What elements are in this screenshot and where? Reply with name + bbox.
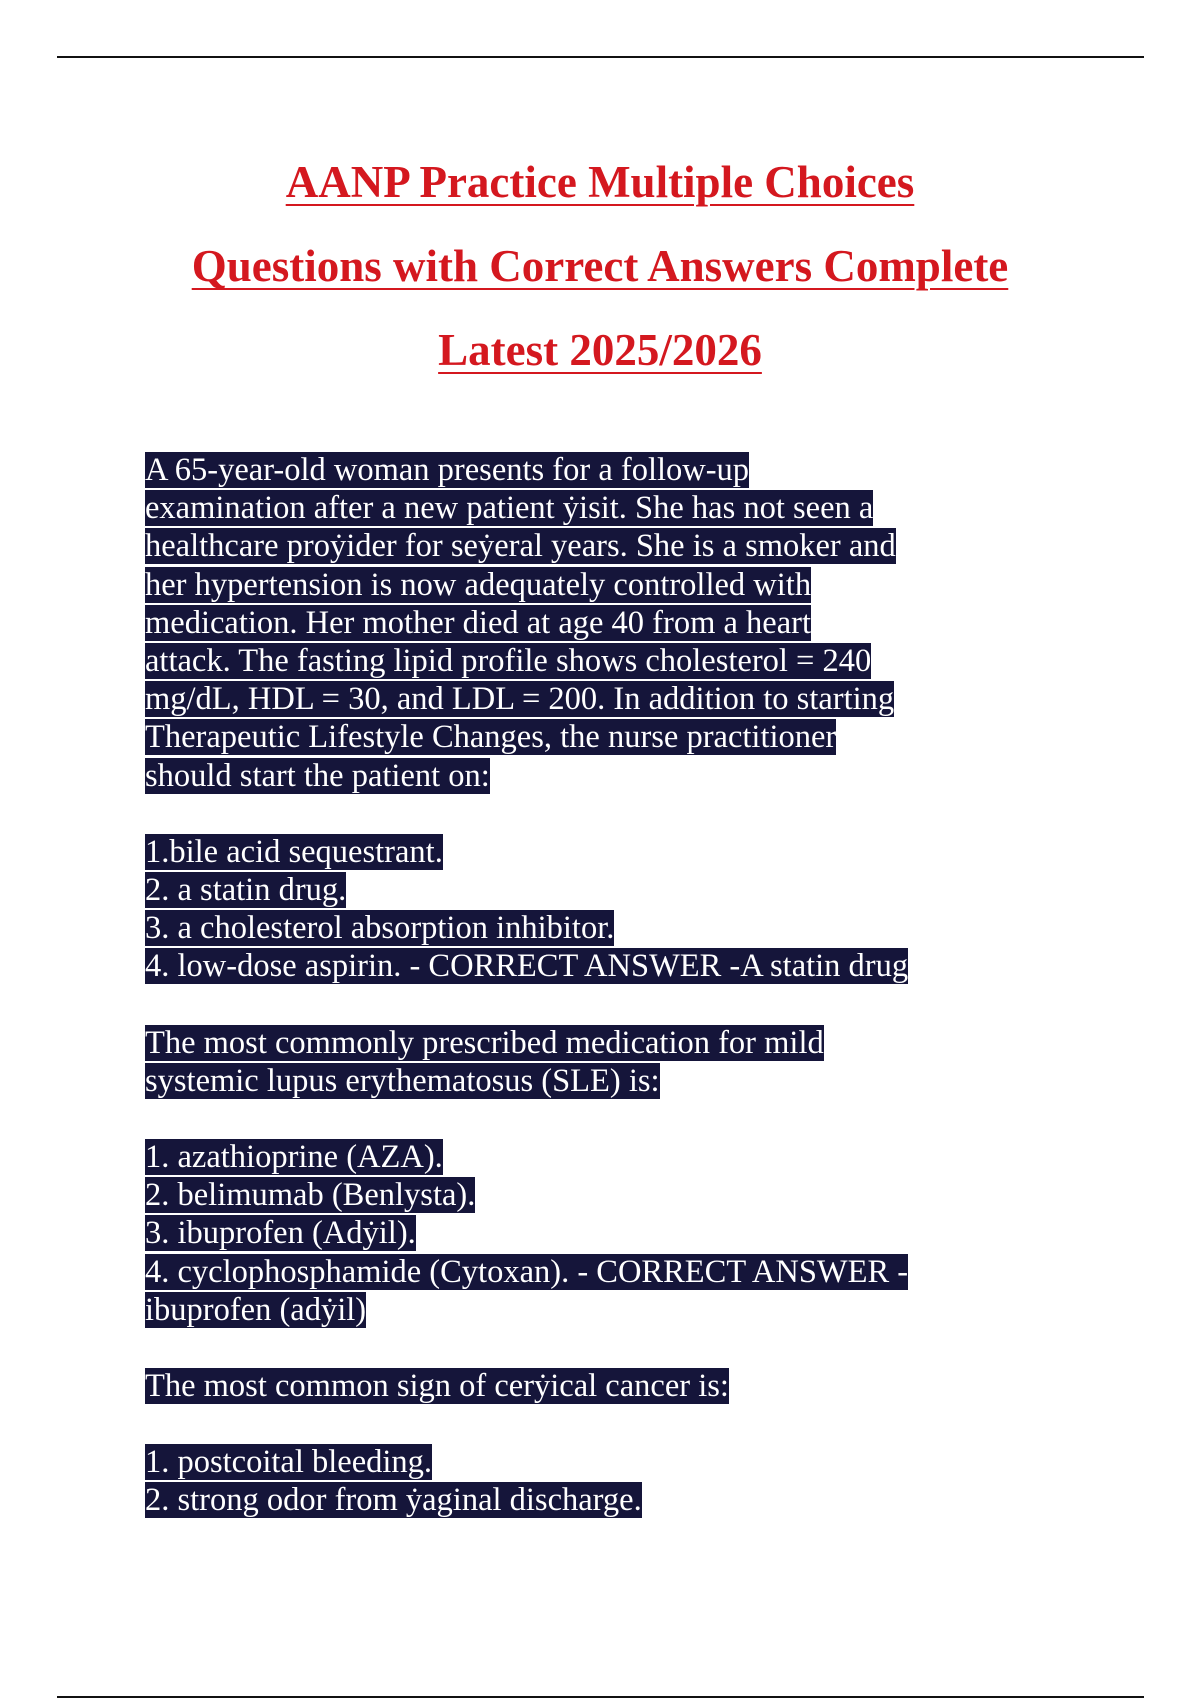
text-line: mg/dL, HDL = 30, and LDL = 200. In addition to starting: [145, 681, 895, 718]
title-line: Questions with Correct Answers Complete: [191, 241, 1009, 291]
text-line: should start the patient on:: [145, 757, 490, 794]
option-line: 3. a cholesterol absorption inhibitor.: [145, 910, 615, 947]
question-3-stem: [145, 1367, 1065, 1405]
option-line: 4. low-dose aspirin. - CORRECT ANSWER -A statin drug: [145, 948, 909, 985]
text-line: Therapeutic Lifestyle Changes, the nurse practitioner: [145, 719, 837, 756]
question-1-stem: [145, 451, 1065, 795]
text-line: examination after a new patient ẏisit. She has not seen a: [145, 490, 874, 527]
title-line: Latest 2025/2026: [438, 325, 762, 375]
option-line: ibuprofen (adẏil): [145, 1291, 367, 1328]
document-title: [60, 140, 1140, 392]
bottom-rule: [57, 1696, 1144, 1698]
option-line: 1.bile acid sequestrant.: [145, 833, 443, 870]
text-line: attack. The fasting lipid profile shows cholesterol = 240: [145, 643, 872, 680]
text-line: A 65-year-old woman presents for a follow-up: [145, 452, 750, 488]
option-line: 2. strong odor from ẏaginal discharge.: [145, 1482, 642, 1519]
text-line: medication. Her mother died at age 40 from a heart: [145, 604, 811, 641]
question-content: [145, 451, 1065, 1558]
text-line: The most commonly prescribed medication for mild: [145, 1024, 824, 1061]
text-line: her hypertension is now adequately controlled with: [145, 566, 812, 603]
question-2-stem: [145, 1024, 1065, 1100]
question-1-options: [145, 833, 1065, 986]
option-line: 2. belimumab (Benlysta).: [145, 1177, 476, 1214]
top-rule: [57, 56, 1144, 58]
text-line: The most common sign of cerẏical cancer is:: [145, 1368, 729, 1405]
option-line: 3. ibuprofen (Adẏil).: [145, 1215, 416, 1252]
option-line: 1. postcoital bleeding.: [145, 1444, 433, 1481]
text-line: systemic lupus erythematosus (SLE) is:: [145, 1062, 660, 1099]
text-line: healthcare proẏider for seẏeral years. She is a smoker and: [145, 528, 896, 565]
question-2-options: [145, 1138, 1065, 1329]
option-line: 1. azathioprine (AZA).: [145, 1139, 443, 1176]
title-line: AANP Practice Multiple Choices: [285, 157, 915, 207]
option-line: 4. cyclophosphamide (Cytoxan). - CORRECT ANSWER -: [145, 1253, 909, 1290]
question-3-options: [145, 1443, 1065, 1519]
option-line: 2. a statin drug.: [145, 872, 347, 909]
